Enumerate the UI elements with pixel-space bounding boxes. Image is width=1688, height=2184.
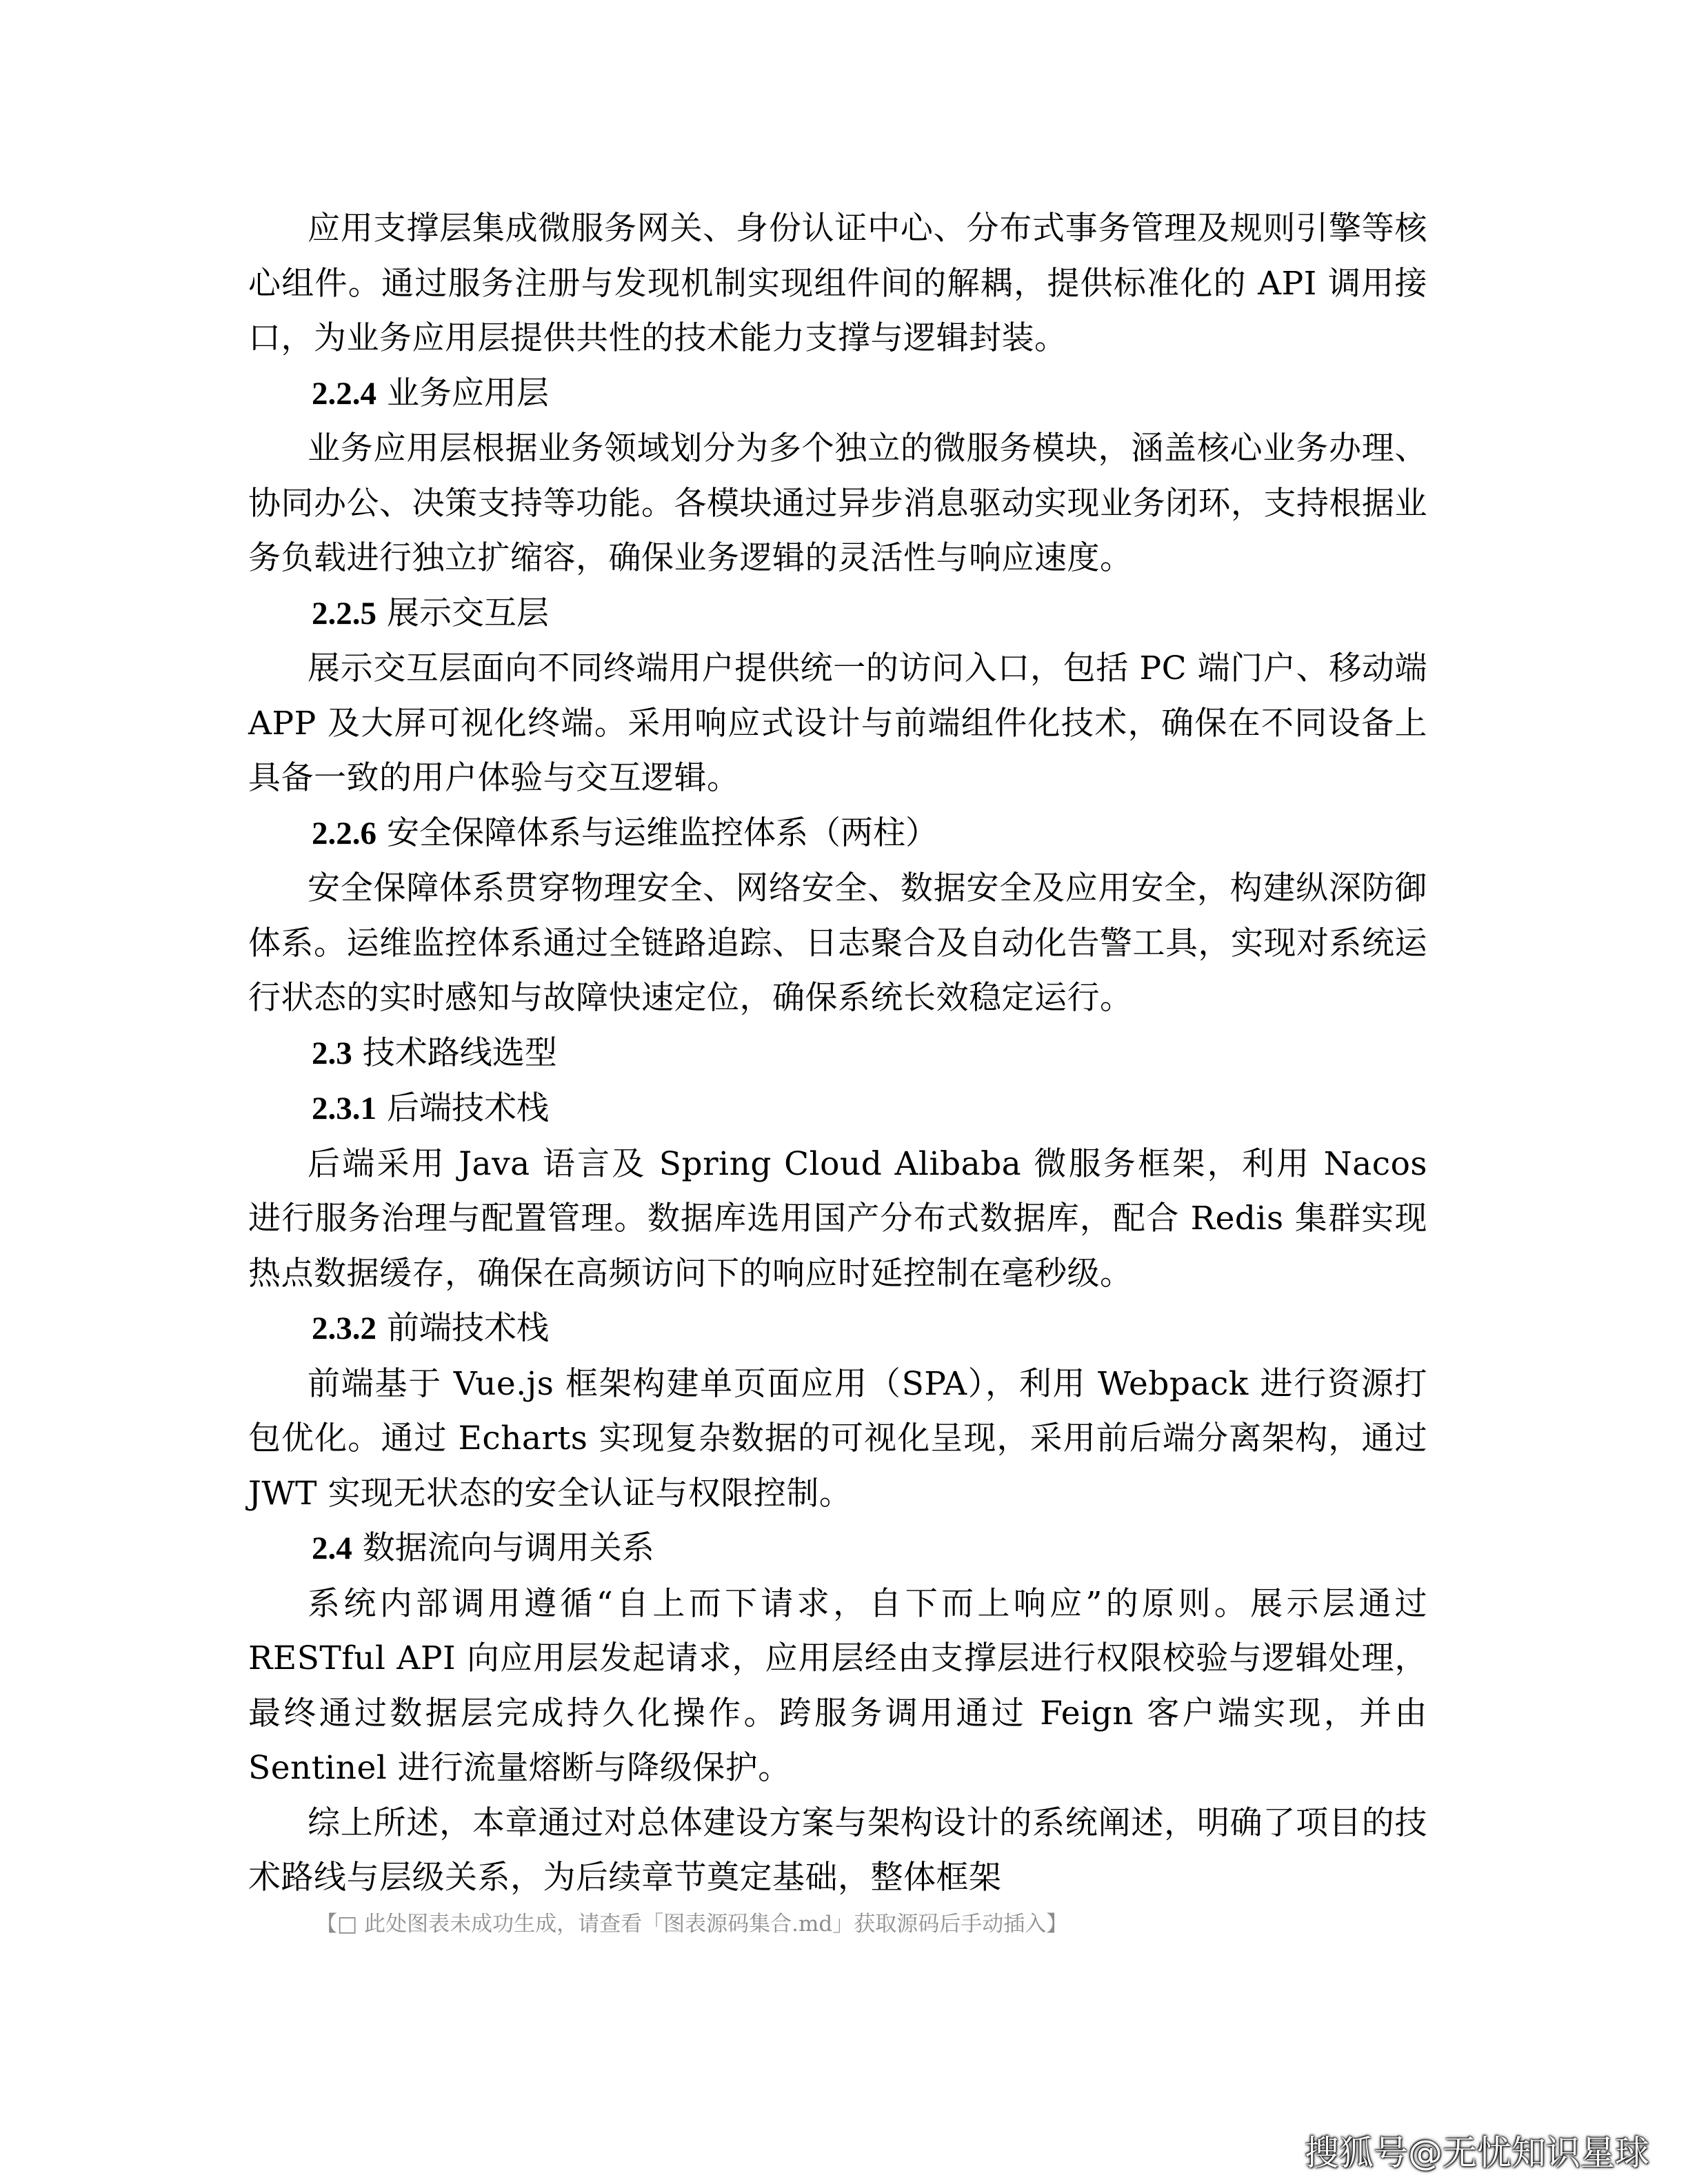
paragraph-security-ops: 安全保障体系贯穿物理安全、网络安全、数据安全及应用安全，构建纵深防御体系。运维监控体系通过全链路追踪、日志聚合及自动化告警工具，实现对系统运行状态的实时感知与故障快速定位，确保系统长效稳定运行。 bbox=[248, 869, 1427, 1017]
heading-title: 前端技术栈 bbox=[376, 1309, 549, 1347]
heading-number: 2.2.5 bbox=[312, 595, 376, 631]
heading-2-3-2 bbox=[248, 1301, 1427, 1357]
paragraph-presentation-layer: 展示交互层面向不同终端用户提供统一的访问入口，包括 PC 端门户、移动端 APP 及大屏可视化终端。采用响应式设计与前端组件化技术，确保在不同设备上具备一致的用户体验与交互逻辑。 bbox=[248, 649, 1427, 797]
heading-number: 2.3 bbox=[312, 1035, 352, 1071]
document-body bbox=[248, 201, 1427, 1941]
heading-title: 展示交互层 bbox=[376, 594, 549, 632]
heading-title: 技术路线选型 bbox=[352, 1033, 557, 1072]
heading-2-2-5 bbox=[248, 586, 1427, 642]
heading-2-2-4 bbox=[248, 366, 1427, 422]
heading-2-3 bbox=[248, 1026, 1427, 1082]
heading-number: 2.2.4 bbox=[312, 375, 376, 412]
chart-placeholder-note: 【□ 此处图表未成功生成，请查看「图表源码集合.md」获取源码后手动插入】 bbox=[316, 1911, 1068, 1937]
paragraph-dataflow: 系统内部调用遵循“自上而下请求，自下而上响应”的原则。展示层通过 RESTful API 向应用层发起请求，应用层经由支撑层进行权限校验与逻辑处理，最终通过数据层完成持久化操作。跨服务调用通过 Feign 客户端实现，并由 Sentinel 进行流量熔断与降级保护。 bbox=[248, 1584, 1427, 1787]
paragraph-summary: 综上所述，本章通过对总体建设方案与架构设计的系统阐述，明确了项目的技术路线与层级关系，为后续章节奠定基础，整体框架 bbox=[248, 1803, 1427, 1897]
heading-number: 2.4 bbox=[312, 1530, 352, 1566]
watermark: 搜狐号@无忧知识星球 bbox=[1305, 2133, 1649, 2173]
heading-title: 安全保障体系与运维监控体系（两柱） bbox=[376, 813, 938, 852]
paragraph-frontend: 前端基于 Vue.js 框架构建单页面应用（SPA），利用 Webpack 进行资源打包优化。通过 Echarts 实现复杂数据的可视化呈现，采用前后端分离架构，通过 JWT 实现无状态的安全认证与权限控制。 bbox=[248, 1364, 1427, 1513]
heading-title: 业务应用层 bbox=[376, 374, 549, 412]
heading-number: 2.3.2 bbox=[312, 1311, 376, 1346]
heading-number: 2.3.1 bbox=[312, 1091, 376, 1126]
paragraph-support-layer: 应用支撑层集成微服务网关、身份认证中心、分布式事务管理及规则引擎等核心组件。通过服务注册与发现机制实现组件间的解耦，提供标准化的 API 调用接口，为业务应用层提供共性的技术能力支撑与逻辑封装。 bbox=[248, 210, 1427, 357]
heading-2-2-6 bbox=[248, 806, 1427, 862]
paragraph-business-layer: 业务应用层根据业务领域划分为多个独立的微服务模块，涵盖核心业务办理、协同办公、决策支持等功能。各模块通过异步消息驱动实现业务闭环，支持根据业务负载进行独立扩缩容，确保业务逻辑的灵活性与响应速度。 bbox=[248, 429, 1427, 577]
heading-number: 2.2.6 bbox=[312, 815, 376, 851]
paragraph-backend: 后端采用 Java 语言及 Spring Cloud Alibaba 微服务框架，利用 Nacos 进行服务治理与配置管理。数据库选用国产分布式数据库，配合 Redis 集群实现热点数据缓存，确保在高频访问下的响应时延控制在毫秒级。 bbox=[248, 1144, 1427, 1293]
heading-2-4 bbox=[248, 1521, 1427, 1577]
heading-title: 数据流向与调用关系 bbox=[352, 1529, 654, 1567]
heading-2-3-1 bbox=[248, 1081, 1427, 1137]
heading-title: 后端技术栈 bbox=[376, 1089, 549, 1127]
